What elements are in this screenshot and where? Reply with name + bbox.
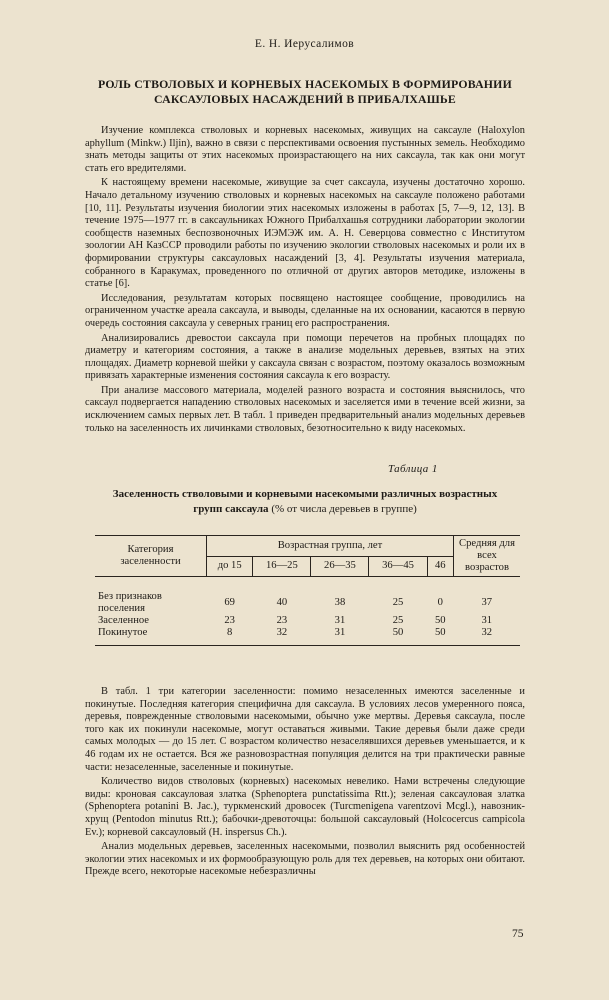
paragraph: Исследования, результатам которых посвящено настоящее сообщение, проводились на ограниченном участке ареала саксаула, и выводы, сделанные на их основании, касаются в первую очередь состояния саксаула у северных границ его распространения.: [85, 292, 525, 329]
cell-average: 37: [481, 597, 493, 608]
cell: 32: [276, 627, 288, 638]
header-age-5: 46: [427, 556, 453, 577]
table-label: Таблица 1: [388, 463, 438, 475]
paragraph: Количество видов стволовых (корневых) насекомых невелико. Нами встречены следующие виды: кроновая саксауловая златка (Sphenoptera punctatissima Rtt.); зеленая саксауловая златка (Sphenoptera potanini B. Jac.), туркменский дровосек (Turcmenigena varentzovi Mcgl.), навозник-хрущ (Pentodon minutus Rtt.); бабочки-древоточцы: большой саксауловый (Holcocercus campicola Ev.); корневой саксауловый (H. inspersus Ch.).: [85, 776, 525, 838]
intro-text: [85, 125, 525, 437]
header-age-group: Возрастная группа, лет: [207, 536, 454, 557]
header-age-2: 16—25: [253, 556, 311, 577]
paragraph: В табл. 1 три категории заселенности: помимо незаселенных имеются заселенные и покинутые. Последняя категория специфична для саксаула. В условиях лесов умеренного пояса, деревья, поврежденные стволовыми насекомыми, обычно уже мертвы. Деревья саксаула, после того как их покинули насекомые, могут оставаться живыми. Такие деревья были даже среди самых молодых — до 15 лет. С возрастом количество незаселявшихся деревьев уменьшается, и к 46 годам их не остается. Вся же разновозрастная популяция делится на три практически равные части: незаселенные, заселенные и покинутые.: [85, 686, 525, 773]
header-average: Средняя для всех возрастов: [454, 536, 521, 577]
table-row: [95, 591, 520, 615]
row-label: Без признаков поселения: [98, 591, 162, 614]
cell: 31: [334, 615, 346, 626]
discussion-text: [85, 686, 525, 881]
cell: 8: [227, 627, 233, 638]
table-caption-unit: (% от числа деревьев в группе): [271, 503, 417, 515]
paragraph: При анализе массового материала, моделей разного возраста и состояния выяснилось, что саксаул подвергается нападению стволовых насекомых и заселяется ими в течение всей жизни, за исключением самых первых лет. В табл. 1 приведен предварительный анализ модельных деревьев только на заселенность их личинками стволовых, безотносительно к виду насекомых.: [85, 384, 525, 434]
cell: 0: [437, 597, 443, 608]
cell: 23: [276, 615, 288, 626]
header-age-4: 36—45: [369, 556, 427, 577]
row-label: Покинутое: [98, 627, 148, 638]
table-row: [95, 615, 520, 627]
cell: 40: [276, 597, 288, 608]
table-row: [95, 627, 520, 639]
page-number: 75: [512, 928, 524, 940]
cell: 38: [334, 597, 346, 608]
table-caption: [100, 487, 510, 517]
author-name: Е. Н. Иерусалимов: [254, 38, 355, 50]
cell: 31: [334, 627, 346, 638]
row-label: Заселенное: [98, 615, 149, 626]
cell: 50: [392, 627, 404, 638]
paragraph: К настоящему времени насекомые, живущие за счет саксаула, изучены достаточно хорошо. Начало детальному изучению стволовых и корневых насекомых на саксауле положено работами [10, 11]. Результаты изучения биологии этих насекомых изложены в работах [5, 7—9, 12, 13]. В течение 1975—1977 гг. в саксаульниках Южного Прибалхашья сотрудники лаборатории экологии сообществ наземных беспозвоночных ИЭМЭЖ им. А. Н. Северцова совместно с Институтом зоологии АН КазССР проводили работы по изучению экологии стволовых насекомых и роли их в формировании структуры саксауловых насаждений [3, 4]. Результаты изучения материала, собранного в Каракумах, проведенного по отличной от других авторов методике, изложены в статье [6].: [85, 177, 525, 290]
cell: 69: [224, 597, 235, 608]
occupancy-table: [95, 535, 520, 646]
header-age-3: 26—35: [311, 556, 369, 577]
header-category: Категория заселенности: [95, 536, 207, 577]
paragraph: Изучение комплекса стволовых и корневых насекомых, живущих на саксауле (Haloxylon aphyllum (Minkw.) Iljin), важно в связи с перспективами освоения пустынных земель. Необходимо знать методы защиты от этих насекомых произрастающего на них саксаула, так как они могут стать его вредителями.: [85, 125, 525, 174]
cell: 25: [392, 615, 404, 626]
cell: 50: [434, 627, 446, 638]
cell-average: 31: [481, 615, 493, 626]
cell: 23: [224, 615, 235, 626]
table-caption-main: Заселенность стволовыми и корневыми насекомыми различных возрастных групп саксаула: [112, 488, 498, 515]
paragraph: Анализ модельных деревьев, заселенных насекомыми, позволил выяснить ряд особенностей экологии этих насекомых и их формообразующую роль для тех деревьев, на которых они обитают. Прежде всего, некоторые насекомые небезразличны: [85, 841, 525, 878]
header-age-1: до 15: [207, 556, 253, 577]
paragraph: Анализировались древостои саксаула при помощи перечетов на пробных площадях по диаметру и категориям состояния, а также в анализе модельных деревьев, взятых на этих площадях. Диаметр корневой шейки у саксаула связан с возрастом, поэтому оказалось возможным привязать характерные изменения состояния саксаула к его возрасту.: [85, 332, 525, 382]
article-title: РОЛЬ СТВОЛОВЫХ И КОРНЕВЫХ НАСЕКОМЫХ В ФОРМИРОВАНИИ САКСАУЛОВЫХ НАСАЖДЕНИЙ В ПРИБАЛХАШЬЕ: [98, 77, 512, 106]
cell: 25: [392, 597, 404, 608]
cell-average: 32: [481, 627, 493, 638]
cell: 50: [434, 615, 446, 626]
